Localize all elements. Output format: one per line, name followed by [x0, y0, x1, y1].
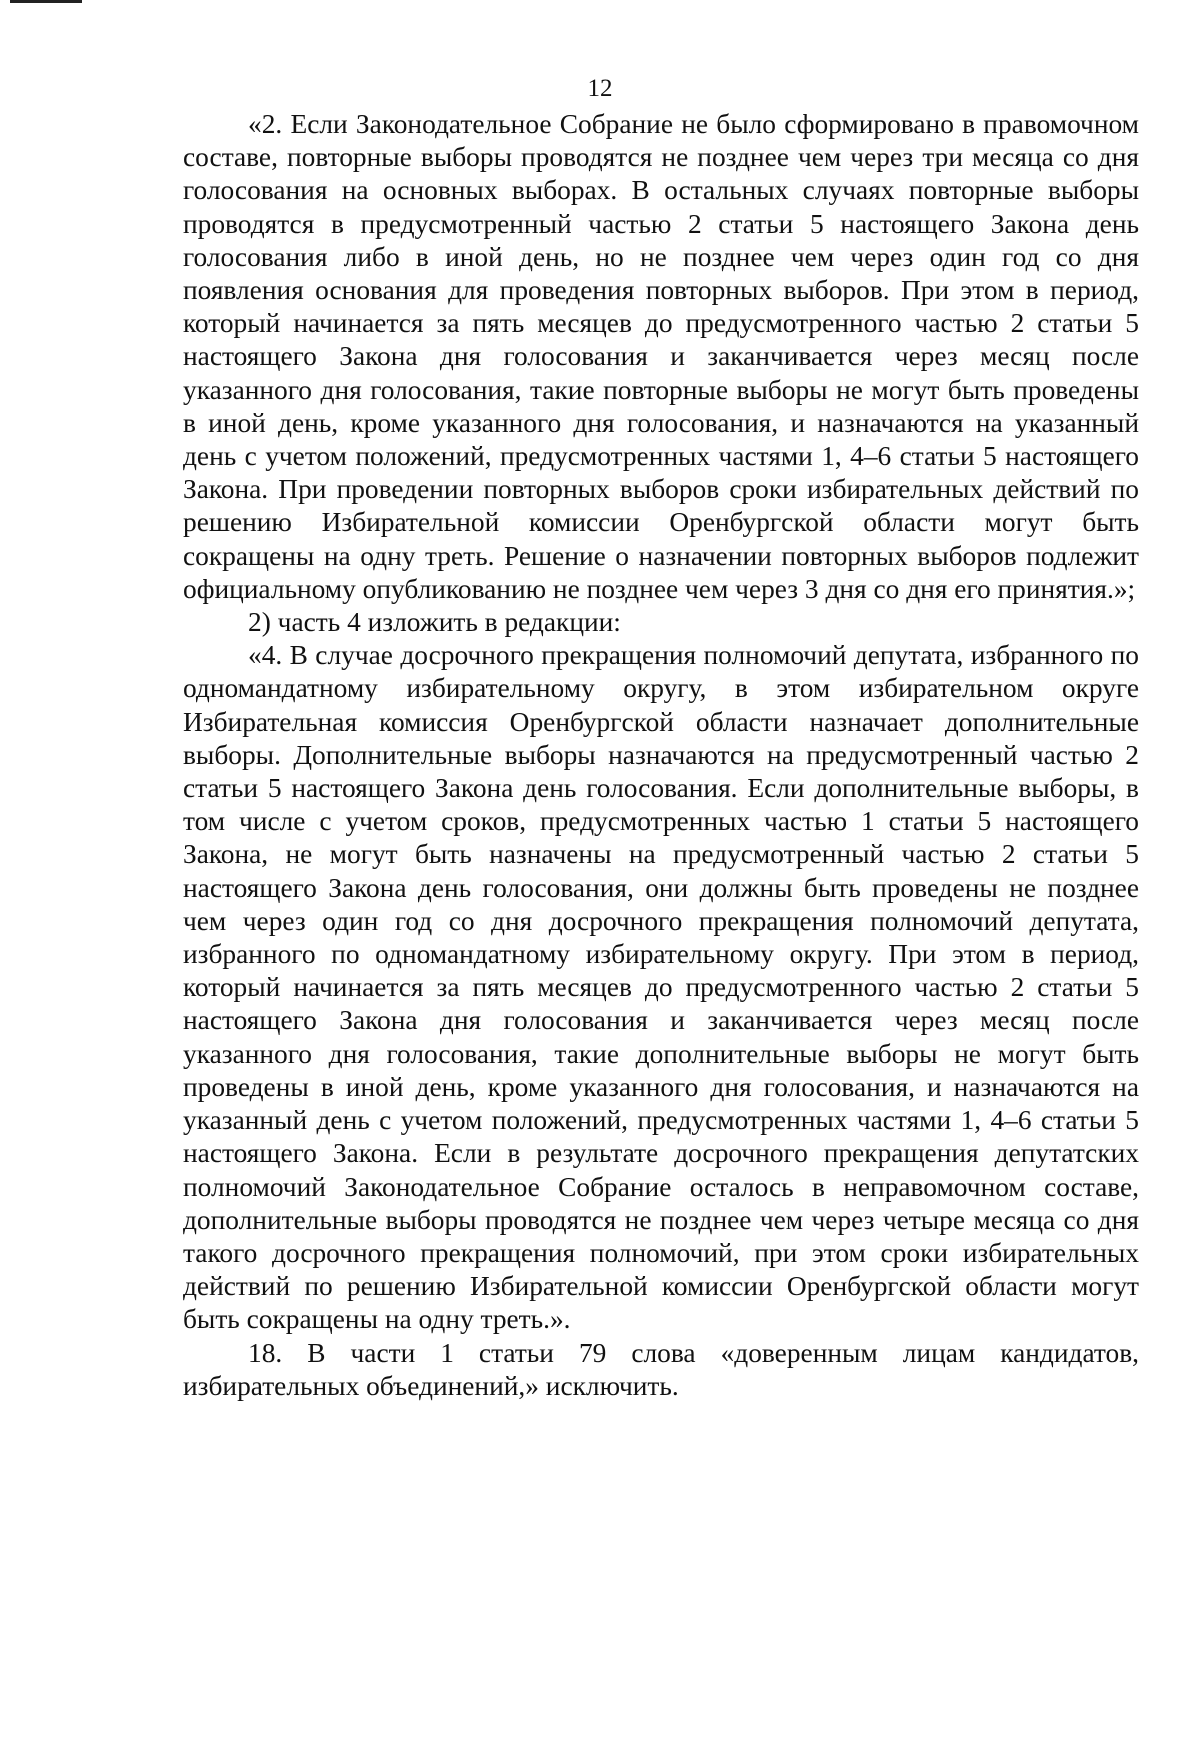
paragraph-amendment-part-4: 2) часть 4 изложить в редакции: — [248, 607, 621, 638]
paragraph-part-4-text: «4. В случае досрочного прекращения полномочий депутата, избранного по одномандатному избирательному округу, в этом избирательном округе Избирательная комиссия Оренбургской области назначает дополнительные выборы. Дополнительные выборы назначаются на предусмотренный частью 2 статьи 5 настоящего Закона день голосования. Если дополнительные выборы, в том числе с учетом сроков, предусмотренных частью 1 статьи 5 настоящего Закона, не могут быть назначены на предусмотренный частью 2 статьи 5 настоящего Закона день голосования, они должны быть проведены не позднее чем через один год со дня досрочного прекращения полномочий депутата, избранного по одномандатному избирательному округу. При этом в период, который начинается за пять месяцев до предусмотренного частью 2 статьи 5 настоящего Закона дня голосования и заканчивается через месяц после указанного дня голосования, такие дополнительные выборы не могут быть проведены в иной день, кроме указанного дня голосования, и назначаются на указанный день с учетом положений, предусмотренных частями 1, 4–6 статьи 5 настоящего Закона. Если в результате досрочного прекращения депутатских полномочий Законодательное Собрание осталось в неправомочном составе, дополнительные выборы проводятся не позднее чем через четыре месяца со дня такого досрочного прекращения полномочий, при этом сроки избирательных действий по решению Избирательной комиссии Оренбургской области могут быть сокращены на одну треть.». — [183, 640, 1139, 1335]
page-number: 12 — [587, 75, 613, 102]
paragraph-part-2-text: «2. Если Законодательное Собрание не было сформировано в правомочном составе, повторные выборы проводятся не позднее чем через три месяца со дня голосования на основных выборах. В остальных случаях повторные выборы проводятся в предусмотренный частью 2 статьи 5 настоящего Закона день голосования либо в иной день, но не позднее чем через один год со дня появления основания для проведения повторных выборов. При этом в период, который начинается за пять месяцев до предусмотренного частью 2 статьи 5 настоящего Закона дня голосования и заканчивается через месяц после указанного дня голосования, такие повторные выборы не могут быть проведены в иной день, кроме указанного дня голосования, и назначаются на указанный день с учетом положений, предусмотренных частями 1, 4–6 статьи 5 настоящего Закона. При проведении повторных выборов сроки избирательных действий по решению Избирательной комиссии Оренбургской области могут быть сокращены на одну треть. Решение о назначении повторных выборов подлежит официальному опубликованию не позднее чем через 3 дня со дня его принятия.»; — [183, 109, 1139, 604]
paragraph-item-18: 18. В части 1 статьи 79 слова «доверенным лицам кандидатов, избирательных объединений,» исключить. — [183, 1337, 1139, 1401]
scan-edge-mark — [10, 0, 82, 3]
document-body — [183, 108, 1139, 1403]
